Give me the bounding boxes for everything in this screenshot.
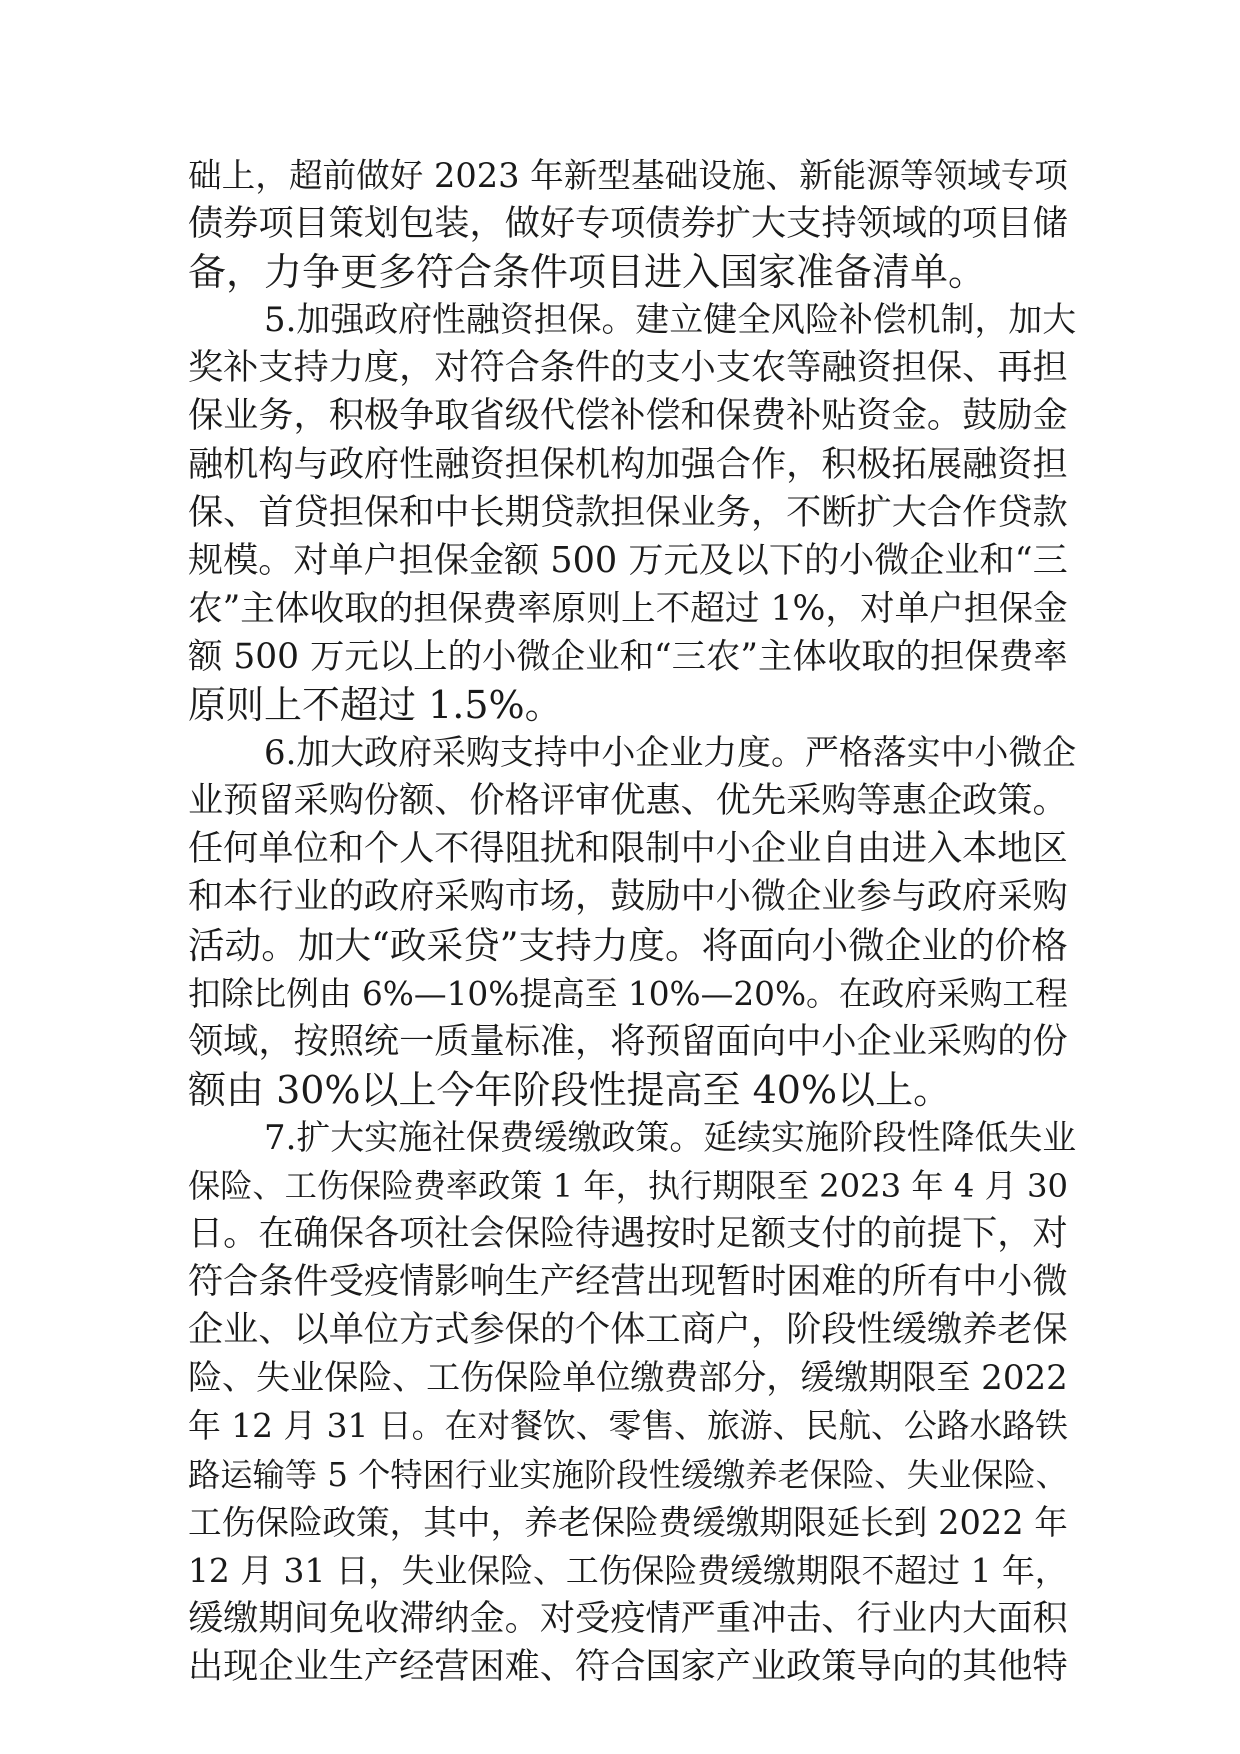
text-line: 工伤保险政策，其中，养老保险费缓缴期限延长到 2022 年	[188, 1502, 1068, 1542]
text-line: 缓缴期间免收滞纳金。对受疫情严重冲击、行业内大面积	[188, 1597, 1068, 1639]
text-line: 保、首贷担保和中长期贷款担保业务，不断扩大合作贷款	[188, 491, 1068, 533]
text-line: 领域，按照统一质量标准，将预留面向中小企业采购的份	[188, 1020, 1068, 1062]
text-line: 础上，超前做好 2023 年新型基础设施、新能源等领域专项	[188, 156, 1068, 195]
text-line: 出现企业生产经营困难、符合国家产业政策导向的其他特	[188, 1645, 1068, 1687]
text-line: 融机构与政府性融资担保机构加强合作，积极拓展融资担	[188, 443, 1068, 485]
text-line: 路运输等 5 个特困行业实施阶段性缓缴养老保险、失业保险、	[188, 1455, 1068, 1494]
text-line: 债券项目策划包装，做好专项债券扩大支持领域的项目储	[188, 203, 1068, 245]
text-line: 日。在确保各项社会保险待遇按时足额支付的前提下，对	[188, 1213, 1068, 1255]
text-line: 规模。对单户担保金额 500 万元及以下的小微企业和“三	[188, 539, 1068, 581]
text-line: 原则上不超过 1.5%。	[188, 683, 563, 728]
paragraph-first-line: 6.加大政府采购支持中小企业力度。严格落实中小微企	[264, 733, 1077, 773]
text-line: 12 月 31 日，失业保险、工伤保险费缓缴期限不超过 1 年，	[188, 1550, 1068, 1590]
text-line: 保业务，积极争取省级代偿补偿和保费补贴资金。鼓励金	[188, 395, 1068, 437]
text-line: 扣除比例由 6%—10%提高至 10%—20%。在政府采购工程	[188, 974, 1068, 1013]
text-line: 备，力争更多符合条件项目进入国家准备清单。	[188, 250, 987, 295]
text-line: 和本行业的政府采购市场，鼓励中小微企业参与政府采购	[188, 876, 1068, 918]
paragraph-first-line: 7.扩大实施社保费缓缴政策。延续实施阶段性降低失业	[264, 1117, 1077, 1157]
text-line: 任何单位和个人不得阻扰和限制中小企业自由进入本地区	[188, 828, 1068, 870]
text-line: 符合条件受疫情影响生产经营出现暂时困难的所有中小微	[188, 1261, 1068, 1303]
text-line: 农”主体收取的担保费率原则上不超过 1%，对单户担保金	[188, 588, 1068, 629]
text-line: 保险、工伤保险费率政策 1 年，执行期限至 2023 年 4 月 30	[188, 1166, 1069, 1205]
text-line: 额 500 万元以上的小微企业和“三农”主体收取的担保费率	[188, 636, 1068, 677]
text-line: 企业、以单位方式参保的个体工商户，阶段性缓缴养老保	[188, 1309, 1068, 1351]
text-line: 险、失业保险、工伤保险单位缴费部分，缓缴期限至 2022	[188, 1358, 1068, 1399]
text-line: 业预留采购份额、价格评审优惠、优先采购等惠企政策。	[188, 780, 1068, 822]
body-text	[188, 152, 1077, 1691]
text-line: 年 12 月 31 日。在对餐饮、零售、旅游、民航、公路水路铁	[188, 1407, 1068, 1446]
paragraph-first-line: 5.加强政府性融资担保。建立健全风险补偿机制，加大	[264, 300, 1077, 340]
text-line: 奖补支持力度，对符合条件的支小支农等融资担保、再担	[188, 347, 1068, 389]
text-line: 活动。加大“政采贷”支持力度。将面向小微企业的价格	[188, 923, 1068, 967]
text-line: 额由 30%以上今年阶段性提高至 40%以上。	[188, 1067, 952, 1112]
